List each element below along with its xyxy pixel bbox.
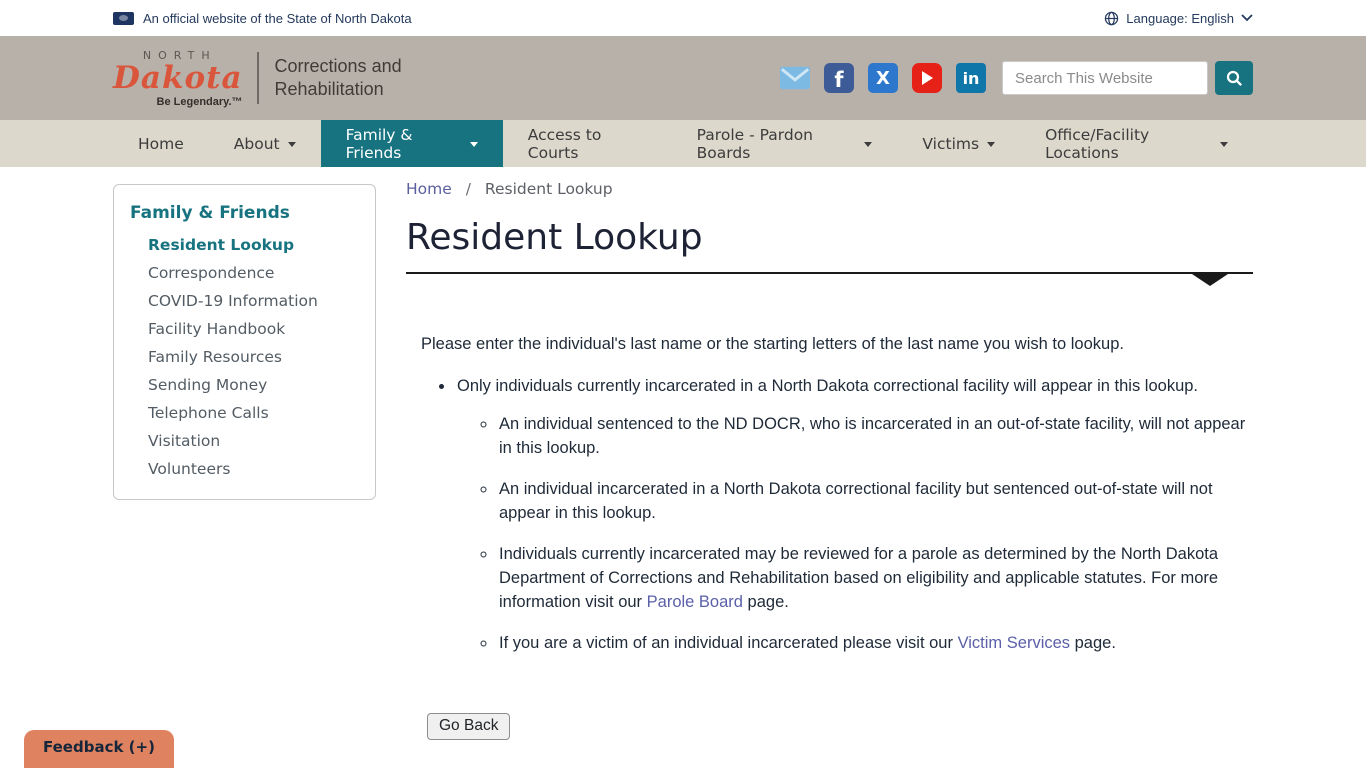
logo-north-text: NORTH	[142, 48, 217, 62]
globe-icon	[1104, 11, 1119, 26]
nav-item-about[interactable]: About	[209, 120, 321, 167]
sidebar	[113, 184, 376, 500]
sidebar-item-sending-money[interactable]: Sending Money	[148, 376, 268, 394]
sidebar-item-telephone-calls[interactable]: Telephone Calls	[148, 404, 269, 422]
nav-item-office-facility-locations[interactable]: Office/Facility Locations	[1020, 120, 1253, 167]
agency-name: Corrections and Rehabilitation	[274, 56, 402, 99]
parole-board-link[interactable]: Parole Board	[646, 593, 743, 611]
list-item: ◦ If you are a victim of an individual incarcerated please visit our Victim Services page.	[497, 631, 1253, 655]
site-search	[1002, 61, 1253, 95]
utility-bar	[0, 0, 1366, 36]
nd-logo[interactable]	[113, 49, 402, 108]
breadcrumb-current: Resident Lookup	[484, 180, 613, 198]
sidebar-item-covid19-information[interactable]: COVID-19 Information	[148, 292, 318, 310]
intro-text: Please enter the individual's last name or the starting letters of the last name you wish to lookup.	[421, 335, 1124, 353]
list-item: ◦ Individuals currently incarcerated may be reviewed for a parole as determined by the North Dakota Department of Corrections and Rehabilitation based on eligibility and applicable statutes. For more information visit our Parole Board page.	[497, 542, 1253, 614]
chevron-down-icon	[288, 142, 296, 147]
search-input[interactable]	[1002, 61, 1208, 95]
breadcrumb-separator: /	[465, 180, 471, 198]
nav-item-home[interactable]: Home	[138, 134, 184, 153]
chevron-down-icon	[864, 142, 872, 147]
list-item: • Only individuals currently incarcerated in a North Dakota correctional facility will appear in this lookup. ◦ An individual sentenced to the ND DOCR, who is incarcerated in an out-of-state facility, will not appear in this lookup. ◦ An individual incarcerated in a North Dakota correctional facility but sentenced out-of-state will not appear in this lookup. ◦ Individuals currently incarcerated may be reviewed for a parole as determined by the North Dakota Department of Corrections and Rehabilitation based on eligibility and applicable statutes. For more information visit our Parole Board page. ◦ If you are a victim of an individual incarcerated please visit our Victim Services page.	[455, 374, 1253, 655]
breadcrumb	[406, 180, 1253, 198]
chevron-down-icon	[470, 142, 478, 147]
search-button[interactable]	[1215, 61, 1253, 95]
sidebar-item-volunteers[interactable]: Volunteers	[148, 460, 231, 478]
chevron-down-icon	[1241, 14, 1253, 22]
nd-flag-icon	[113, 12, 134, 25]
youtube-icon[interactable]	[912, 63, 942, 93]
twitter-x-icon[interactable]: X	[868, 63, 898, 93]
official-website-text: An official website of the State of North Dakota	[143, 10, 412, 26]
list-item: ◦ An individual incarcerated in a North Dakota correctional facility but sentenced out-of-state will not appear in this lookup.	[497, 477, 1253, 525]
nav-item-victims[interactable]: Victims	[897, 120, 1020, 167]
logo-divider	[257, 52, 259, 104]
sidebar-item-resident-lookup[interactable]: Resident Lookup	[148, 236, 295, 254]
logo-tagline: Be Legendary.™	[156, 95, 243, 108]
go-back-button[interactable]: Go Back	[427, 713, 510, 740]
main-nav	[0, 120, 1366, 167]
facebook-icon[interactable]: f	[824, 63, 854, 93]
nav-item-access-to-courts[interactable]: Access to Courts	[527, 125, 602, 162]
email-icon[interactable]	[780, 63, 810, 93]
search-icon	[1226, 70, 1243, 87]
language-label: Language: English	[1126, 10, 1234, 26]
main-content	[406, 167, 1253, 740]
site-header	[0, 36, 1366, 120]
language-selector[interactable]	[1104, 11, 1253, 26]
breadcrumb-home-link[interactable]: Home	[406, 180, 452, 198]
linkedin-icon[interactable]: in	[956, 63, 986, 93]
chevron-down-icon	[987, 142, 995, 147]
down-arrow-icon	[1192, 274, 1228, 286]
logo-dakota-text: Dakota	[113, 59, 243, 96]
chevron-down-icon	[1220, 142, 1228, 147]
title-rule	[406, 272, 1253, 274]
feedback-button[interactable]: Feedback (+)	[24, 730, 174, 768]
sidebar-item-correspondence[interactable]: Correspondence	[148, 264, 275, 282]
sidebar-heading-family-friends[interactable]: Family & Friends	[130, 203, 290, 223]
nav-item-family-friends[interactable]: Family & Friends	[321, 120, 503, 167]
sidebar-item-facility-handbook[interactable]: Facility Handbook	[148, 320, 286, 338]
list-item: ◦ An individual sentenced to the ND DOCR, who is incarcerated in an out-of-state facility, will not appear in this lookup.	[497, 412, 1253, 460]
sidebar-item-family-resources[interactable]: Family Resources	[148, 348, 282, 366]
victim-services-link[interactable]: Victim Services	[957, 634, 1071, 652]
page-title: Resident Lookup	[406, 217, 703, 258]
sidebar-item-visitation[interactable]: Visitation	[148, 432, 221, 450]
nav-item-parole-pardon-boards[interactable]: Parole - Pardon Boards	[672, 120, 898, 167]
